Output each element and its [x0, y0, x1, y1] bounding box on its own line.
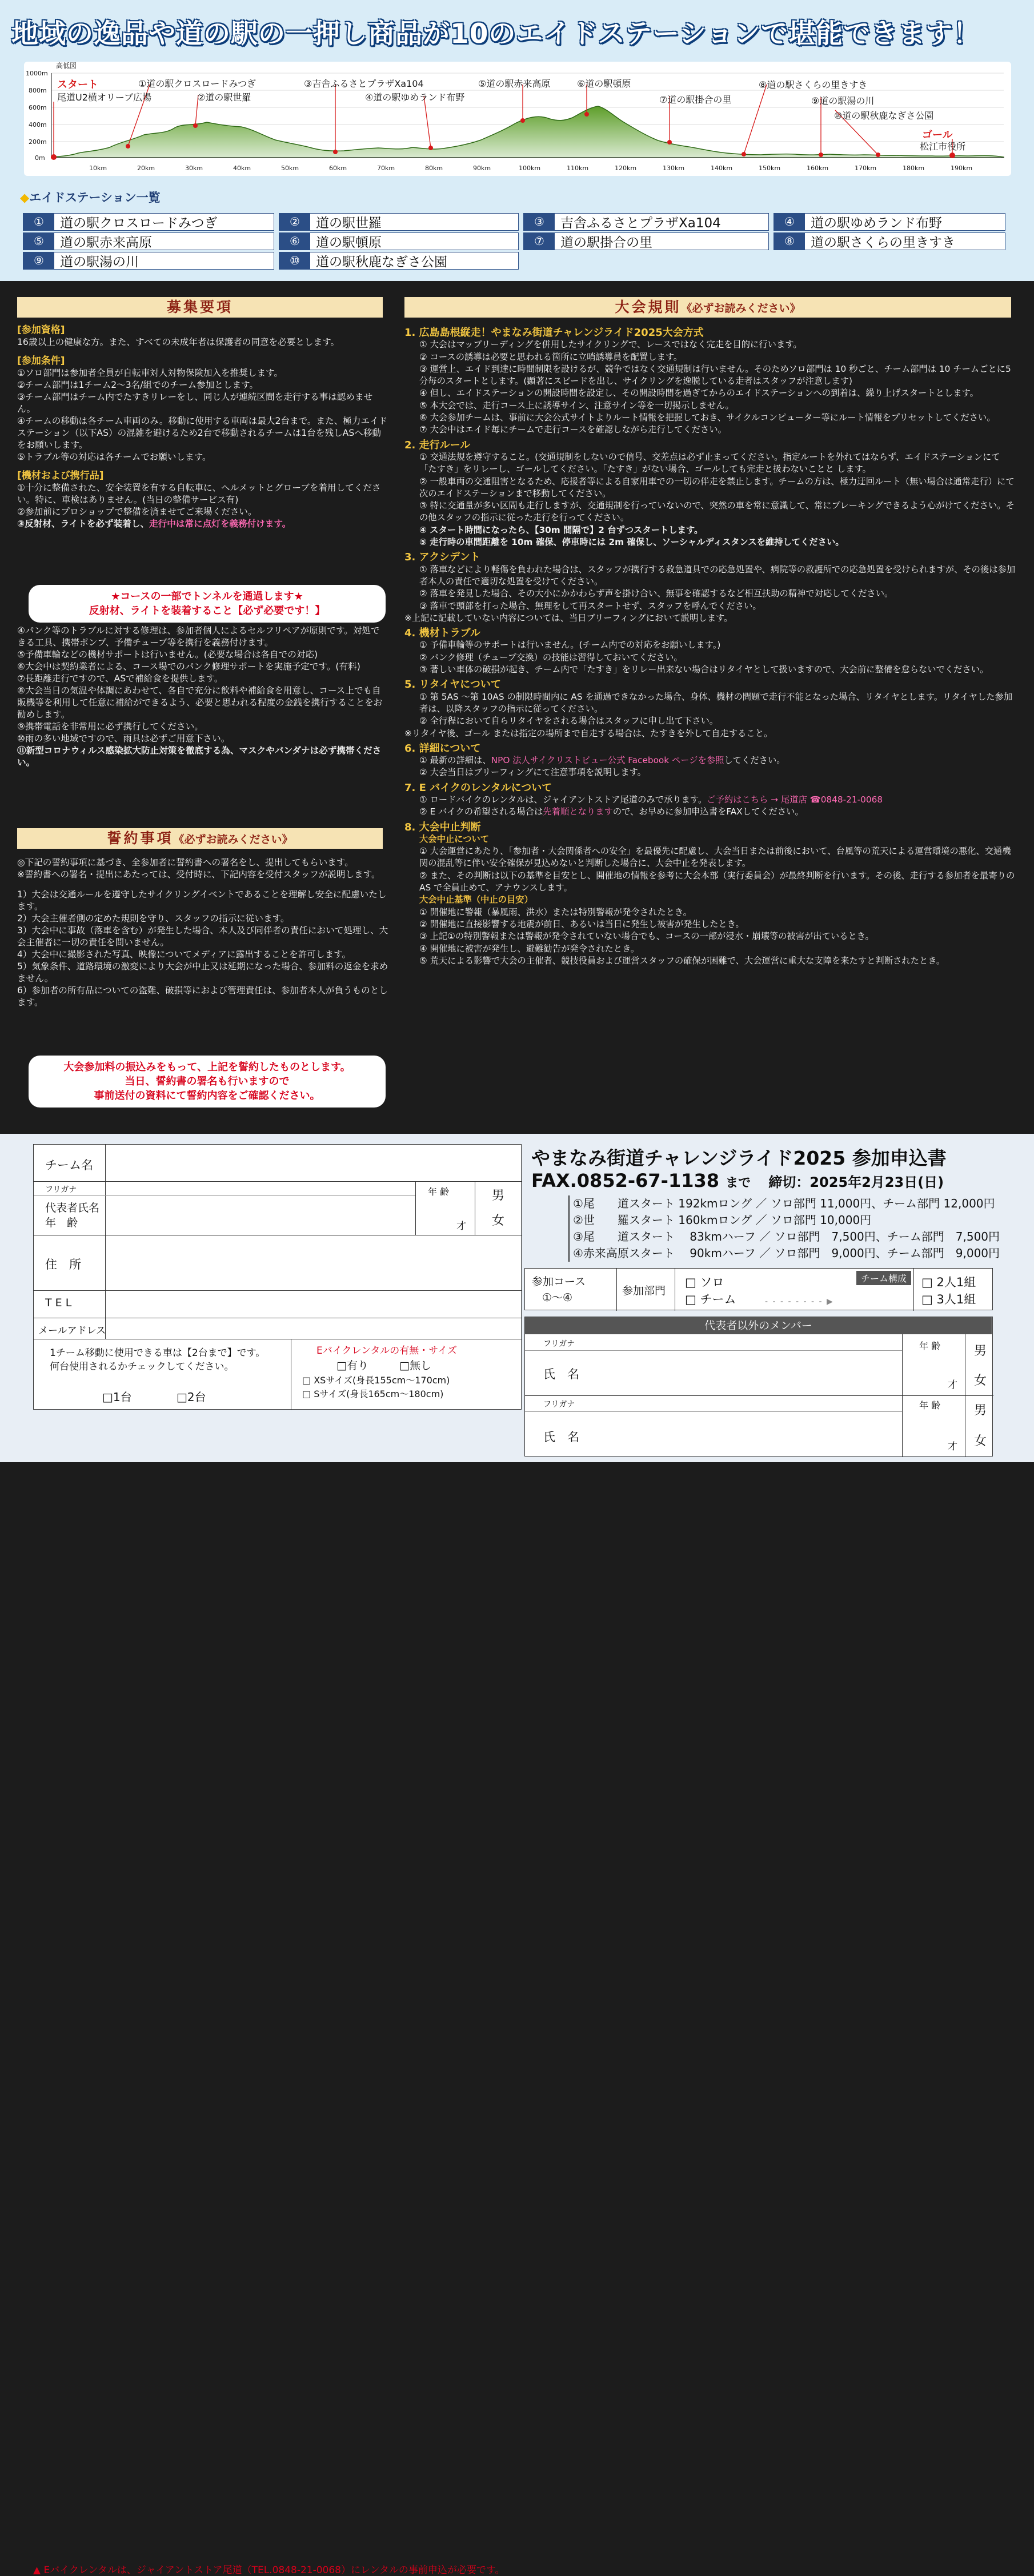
x-tick: 20km — [137, 164, 155, 172]
x-tick: 150km — [759, 164, 781, 172]
x-tick: 110km — [567, 164, 589, 172]
tel-input[interactable] — [111, 1294, 511, 1314]
course-list: ①尾 道スタート 192kmロング ／ ソロ部門 11,000円、チーム部門 12,000円 ②世 羅スタート 160kmロング ／ ソロ部門 10,000円 ③尾 道スタート 83kmハーフ ／ ソロ部門 7,500円、チーム部門 7,500円 ④赤来高原スタート 90kmハーフ ／ ソロ部門 9,000円、チーム部門 9,000円 — [568, 1195, 1000, 1262]
x-tick: 60km — [329, 164, 347, 172]
aid-item: ⑨ 道の駅湯の川 — [23, 252, 274, 270]
recruit-title: 募集要項 — [17, 297, 383, 318]
station-label: ④道の駅ゆめランド布野 — [365, 92, 465, 103]
oath-notice: 大会参加料の振込みをもって、上記を誓約したものとします。 当日、誓約書の署名も行いますので 事前送付の資料にて誓約内容をご確認ください。 — [29, 1056, 386, 1108]
age-unit: 才 — [456, 1221, 466, 1232]
start-label: スタート — [57, 79, 98, 91]
address-label: 住 所 — [45, 1258, 81, 1271]
aid-item: ⑩ 道の駅秋鹿なぎさ公園 — [279, 252, 519, 270]
start-place: 尾道U2横オリーブ広場 — [57, 92, 152, 103]
team-comp-label: チーム構成 — [856, 1271, 911, 1285]
x-tick: 10km — [89, 164, 107, 172]
x-tick: 90km — [473, 164, 491, 172]
x-tick: 50km — [281, 164, 299, 172]
ebike-xs-checkbox[interactable]: □ XSサイズ(身長155cm～170cm) — [302, 1375, 450, 1386]
station-label: ②道の駅世羅 — [197, 92, 251, 103]
y-tick: 400m — [29, 121, 47, 129]
member-1-name-label: 氏 名 — [543, 1367, 579, 1381]
arrow-icon: - - - - - - - - ▶ — [765, 1297, 834, 1306]
member-2-male[interactable]: 男 — [974, 1403, 987, 1418]
goal-place: 松江市役所 — [920, 141, 966, 152]
x-tick: 80km — [425, 164, 443, 172]
member-1-age-label: 年 齢 — [919, 1341, 941, 1351]
aid-item: ④ 道の駅ゆめランド布野 — [774, 213, 1005, 231]
member-1-furigana-label: フリガナ — [543, 1339, 575, 1349]
team-name-input[interactable] — [111, 1150, 511, 1175]
aid-item: ② 道の駅世羅 — [279, 213, 519, 231]
rules-title: 大会規則《必ずお読みください》 — [404, 297, 1011, 318]
member-1-name-input[interactable] — [594, 1355, 891, 1389]
station-label: ⑩道の駅秋鹿なぎさ公園 — [834, 110, 934, 121]
members-table — [524, 1317, 993, 1456]
x-tick: 130km — [663, 164, 685, 172]
y-tick: 600m — [29, 104, 47, 111]
x-tick: 170km — [855, 164, 877, 172]
aid-list-heading: ◆エイドステーション一覧 — [20, 191, 161, 204]
female-option[interactable]: 女 — [492, 1214, 505, 1228]
headline: 地域の逸品や道の駅の一押し商品が10のエイドステーションで堪能できます！ — [11, 18, 981, 50]
x-tick: 120km — [615, 164, 637, 172]
station-label: ③吉舎ふるさとプラザXa104 — [304, 78, 424, 89]
two-person-checkbox[interactable]: □ 2人1組 — [921, 1275, 976, 1289]
email-input[interactable] — [111, 1321, 511, 1337]
rules-body: 1. 広島島根縦走！やまなみ街道チャレンジライド2025大会方式 ① 大会はマップリーディングを併用したサイクリングで、レースではなく完走を目的に行います。 ② コースの誘導は必要と思われる箇所に立哨誘導員を配置します。 ③ 運営上、エイド到達に時間制限を設けるが、競争ではなく交通規制は行いません。そのためソロ部門は 10 秒ごと、チーム部門は 10 チームごとに5分毎のスタートとします。(顕著にスピードを出し、サイクリングを逸脱している走者はスタッフが注意します) ④ 但し、エイドステーションの開設時間を設定し、その開設時間を過ぎてからのエイドステーションへの到着は、繰り上げスタートとします。 ⑤ 本大会では、走行コース上に誘導サイン、注意サイン等を一切掲示しません。 ⑥ 大会参加チームは、事前に大会公式サイトよりルート情報を把握しておき、サイクルコンピューター等にルート情報をプリセットしてください。 ⑦ 大会中はエイド毎にチームで走行コースを確認しながら走行してください。 2. 走行ルール ① 交通法規を遵守すること。(交通規制をしないので信号、交差点は必ず止まってください。指定ルートを外れてはならず、エイドステーションにて「たすき」をリレーし、ゴールしてください。「たすき」がない場合、ゴールしても完走と扱わないことと します。 ② 一般車両の交通阻害となるため、応援者等による自家用車での一切の伴走を禁止します。チームの方は、極力迂回ルート（無い場合は通常走行）にて次のエイドステーションまで移動してください。 ③ 特に交通量が多い区間も走行しますが、交通規制を行っていないので、突然の車を常に意識して、常にブレーキングできるよう心がけてください。その他スタッフの指示に従った走行を行ってください。 ④ スタート時間になったら、【30m 間隔で】2 台ずつスタートします。 ⑤ 走行時の車間距離を 10m 確保、停車時には 2m 確保し、ソーシャルディスタンスを維持してください。 3. アクシデント ① 落車などにより軽傷を負われた場合は、スタッフが携行する救急道具での応急処置や、病院等の救護所での応急処置を受けられますが、その後は参加者本人の責任で適切な処置を受けてください。 ② 落車を発見した場合、その大小にかかわらず声を掛け合い、無事を確認するなど相互扶助の精神で対応してください。 ③ 落車で頭部を打った場合、無理をして再スタートせず、スタッフを呼んでください。 ※上記に記載していない内容については、当日ブリーフィングにおいて説明します。 4. 機材トラブル ① 予備車輪等のサポートは行いません。(チーム内での対応をお願いします。) ② パンク修理（チューブ交換）の技能は習得しておいてください。 ③ 著しい車体の破損が起き、チーム内で「たすき」をリレー出来ない場合はリタイヤとして扱いますので、大会前に整備を怠らないでください。 5. リタイヤについて ① 第 5AS ～第 10AS の制限時間内に AS を通過できなかった場合、身体、機材の問題で走行不能となった場合、リタイヤとします。リタイヤした参加者は、以降スタッフの指示に従ってください。 ② 全行程において自らリタイヤをされる場合はスタッフに申し出て下さい。 ※リタイヤ後、ゴール または指定の場所まで自走する場合は、たすきを外して自走すること。 6. 詳細について ① 最新の詳細は、NPO 法人サイクリストビュー公式 Facebook ページを参照してください。 ② 大会当日はブリーフィングにて注意事項を説明します。 7. E バイクのレンタルについて ① ロードバイクのレンタルは、ジャイアントストア尾道のみで承ります。ご予約はこちら → 尾道店 ☎0848-21-0068 ② E バイクの希望される場合は先着順となりますので、お早めに参加申込書をFAXしてください。 8. 大会中止判断 大会中止について ① 大会運営にあたり、「参加者・大会関係者への安全」を最優先に配慮し、大会当日または前後において、台風等の荒天による運営環境の悪化、交通機関の混乱等に伴い安全確保が見込めないと判断した場合に、大会中止を発表します。 ② また、その判断は以下の基準を目安とし、開催地の情報を参考に大会本部（実行委員会）が最終判断を行います。その後、走行する参加者を最寄りの AS で全員止めて、アナウンスします。 大会中止基準（中止の目安） ① 開催地に警報（暴風雨、洪水）または特別警報が発令されたとき。 ② 開催地に直接影響する地震が前日、あるいは当日に発生し被害が発生したとき。 ③ 上記①の特別警報または警報が発令されていない場合でも、コースの一部が浸水・崩壊等の被害が出ているとき。 ④ 開催地に被害が発生し、避難勧告が発令されたとき。 ⑤ 荒天による影響で大会の主催者、競技役員および運営スタッフの確保が困難で、大会運営に重大な支障を来たすと判断されたとき。 — [404, 327, 1016, 966]
goal-label: ゴール — [922, 129, 953, 141]
member-2-age-label: 年 齢 — [919, 1400, 941, 1411]
station-label: ⑧道の駅さくらの里きすき — [759, 79, 868, 90]
three-person-checkbox[interactable]: □ 3人1組 — [921, 1293, 976, 1306]
fax-line: FAX.0852-67-1138 まで 締切：2025年2月23日(日) — [531, 1170, 944, 1191]
ebike-no-checkbox[interactable]: □無し — [399, 1359, 431, 1372]
member-2-female[interactable]: 女 — [974, 1434, 987, 1449]
member-2-name-label: 氏 名 — [543, 1430, 579, 1444]
recruit-body: [参加資格] 16歳以上の健康な方。また、すべての未成年者は保護者の同意を必要とします。 [参加条件] ①ソロ部門は参加者全員が自転車対人対物保険加入を推奨します。 ②チーム部門は1チーム2～3名/組でのチーム参加とします。 ③チーム部門はチーム内でたすきリレーをし、同じ人が連続区間を走行する事は認めません。 ④チームの移動は各チーム車両のみ。移動に使用する車両は最大2台まで。また、極力エイドステーション（以下AS）の混雑を避けるため2台で移動されるチームは1台を残しASへ移動をお願いします。 ⑤トラブル等の対応は各チームでお願いします。 [機材および携行品] ①十分に整備された、安全装置を有する自転車に、ヘルメットとグローブを着用してください。特に、車検はありません。(当日の整備サービス有) ②参加前にプロショップで整備を済ませてご来場ください。 ③反射材、ライトを必ず装着し、走行中は常に点灯を義務付けます。 — [17, 324, 388, 529]
division-label: 参加部門 — [622, 1285, 666, 1297]
member-1-female[interactable]: 女 — [974, 1374, 987, 1388]
y-tick: 200m — [29, 138, 47, 146]
car-question-2: 何台使用されるかチェックしてください。 — [50, 1361, 234, 1373]
age-label: 年 齢 — [428, 1186, 450, 1197]
member-1-age-unit: 才 — [948, 1379, 957, 1391]
member-1-male[interactable]: 男 — [974, 1344, 987, 1358]
equipment-list: ④パンク等のトラブルに対する修理は、参加者個人によるセルフリペアが原則です。対処できる工具、携帯ポンプ、予備チューブ等を携行を義務付けます。 ⑤予備車輪などの機材サポートは行いません。(必要な場合は各自での対応) ⑥大会中は契約業者による、コース場でのパンク修理サポートを実施予定です。(有料) ⑦長距離走行ですので、ASで補給食を提供します。 ⑧大会当日の気温や体調にあわせて、各自で充分に飲料や補給食を用意し、コース上でも自販機等を利用して任意に補給ができるよう、必要と思われる程度の金銭を携行することをお勧めします。 ⑨携帯電話を非常用に必ず携行してください。 ⑩雨の多い地域ですので、雨具は必ずご用意下さい。 ⑪新型コロナウィルス感染拡大防止対策を徹底する為、マスクやバンダナは必ず携帯ください。 — [17, 625, 383, 768]
tel-label: T E L — [45, 1297, 72, 1309]
x-tick: 70km — [377, 164, 395, 172]
form-title: やまなみ街道チャレンジライド2025 参加申込書 — [531, 1147, 947, 1169]
solo-checkbox[interactable]: □ ソロ — [685, 1275, 724, 1289]
oath-body: ◎下記の誓約事項に基づき、全参加者に誓約書への署名をし、提出してもらいます。 ※誓約書への署名・提出にあたっては、受付時に、下記内容を受付スタッフが説明します。 1）大会は交通ルールを遵守したサイクリングイベントであることを理解し安全に配慮いたします。 2）大会主催者側の定めた規則を守り、スタッフの指示に従います。 3）大会中に事故（落車を含む）が発生した場合、本人及び同伴者の責任において処理し、大会主催者に一切の責任を問いません。 4）大会中に撮影された写真、映像についてメディアに露出することを許可します。 5）気象条件、道路環境の激変により大会が中止又は延期になった場合、参加料の返金を求めません。 6）参加者の所有品についての盗難、破損等におよび管理責任は、参加者本人が負うものとします。 — [17, 857, 388, 1008]
x-tick: 160km — [807, 164, 829, 172]
course-division-table — [524, 1268, 993, 1310]
member-2-name-input[interactable] — [594, 1415, 891, 1450]
team-checkbox[interactable]: □ チーム — [685, 1293, 736, 1306]
aid-item: ① 道の駅クロスロードみつぎ — [23, 213, 274, 231]
aid-item: ⑦ 道の駅掛合の里 — [523, 232, 769, 250]
members-heading: 代表者以外のメンバー — [525, 1317, 992, 1334]
station-label: ⑥道の駅頓原 — [577, 78, 631, 89]
x-tick: 30km — [185, 164, 203, 172]
member-2-furigana-label: フリガナ — [543, 1400, 575, 1409]
station-label: ⑨道の駅湯の川 — [811, 95, 875, 106]
course-label: 参加コース — [532, 1275, 586, 1288]
course-range: ①～④ — [542, 1291, 573, 1304]
ebike-footnote: ▲ Eバイクレンタルは、ジャイアントストア尾道（TEL.0848-21-0068）にレンタルの事前申込が必要です。 — [33, 2565, 505, 2576]
y-tick: 800m — [29, 87, 47, 94]
member-2-age-unit: 才 — [948, 1441, 957, 1452]
course-input[interactable] — [582, 1277, 611, 1302]
aid-station-list — [23, 213, 1005, 270]
aid-item: ⑤ 道の駅赤来高原 — [23, 232, 274, 250]
station-label: ①道の駅クロスロードみつぎ — [138, 78, 257, 89]
furigana-label: フリガナ — [45, 1185, 77, 1194]
elevation-chart — [24, 62, 1011, 176]
application-form — [0, 1134, 1034, 2576]
rep-furigana-input[interactable] — [111, 1182, 408, 1194]
car-2-checkbox[interactable]: □2台 — [177, 1390, 206, 1404]
station-label: ⑤道の駅赤来高原 — [478, 78, 551, 89]
address-input[interactable] — [111, 1242, 511, 1285]
rep-name-label: 代表者氏名 — [45, 1202, 100, 1214]
car-question-1: 1チーム移動に使用できる車は【2台まで】です。 — [50, 1347, 266, 1359]
car-1-checkbox[interactable]: □1台 — [102, 1390, 132, 1404]
ebike-yes-checkbox[interactable]: □有り — [336, 1359, 368, 1372]
aid-item: ⑧ 道の駅さくらの里きすき — [774, 232, 1005, 250]
aid-item: ③ 吉舎ふるさとプラザXa104 — [523, 213, 769, 231]
rep-age-label: 年 齢 — [45, 1217, 78, 1229]
aid-item: ⑥ 道の駅頓原 — [279, 232, 519, 250]
oath-title: 誓約事項《必ずお読みください》 — [17, 828, 383, 849]
x-tick: 100km — [519, 164, 541, 172]
team-name-label: チーム名 — [45, 1158, 93, 1172]
x-tick: 40km — [233, 164, 251, 172]
tunnel-notice: ★コースの一部でトンネルを通過します★ 反射材、ライトを装着すること【必ず必要です！】 — [29, 585, 386, 623]
y-tick: 0m — [35, 154, 45, 162]
station-label: ⑦道の駅掛合の里 — [659, 94, 732, 105]
ebike-s-checkbox[interactable]: □ Sサイズ(身長165cm～180cm) — [302, 1389, 444, 1399]
email-label: メールアドレス — [38, 1325, 106, 1337]
x-tick: 180km — [903, 164, 925, 172]
rep-name-input[interactable] — [111, 1198, 408, 1231]
x-tick: 190km — [951, 164, 973, 172]
x-tick: 140km — [711, 164, 733, 172]
ebike-title: Eバイクレンタルの有無・サイズ — [316, 1345, 457, 1357]
applicant-table — [33, 1144, 522, 1410]
elevation-title: 高低図 — [56, 62, 77, 70]
top-section — [0, 0, 1034, 281]
y-tick: 1000m — [26, 70, 48, 77]
male-option[interactable]: 男 — [492, 1189, 505, 1203]
